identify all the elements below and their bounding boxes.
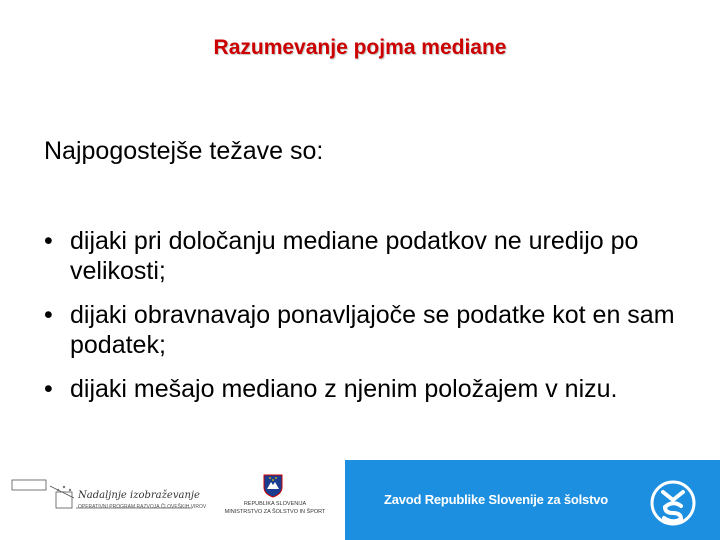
bullet-item-1 xyxy=(44,226,694,286)
slide-subtitle: Najpogostejše težave so: xyxy=(44,137,324,165)
bullet-list xyxy=(44,226,694,418)
footer-band xyxy=(0,460,720,540)
european-social-fund-logo-icon xyxy=(10,478,200,528)
slovenian-coat-of-arms-icon xyxy=(263,474,283,498)
institute-name: Zavod Republike Slovenije za šolstvo xyxy=(384,492,608,507)
bullet-item-3 xyxy=(44,374,694,404)
left-logo-subtext: OPERATIVNI PROGRAM RAZVOJA ČLOVEŠKIH VIROV xyxy=(78,504,207,510)
slide-title: Razumevanje pojma mediane xyxy=(213,36,507,59)
bullet-text: dijaki obravnavajo ponavljajoče se podatke kot en sam podatek; xyxy=(70,301,675,359)
bullet-text: dijaki mešajo mediano z njenim položajem v nizu. xyxy=(70,375,618,403)
footer-logo-area xyxy=(0,460,345,540)
bullet-marker: • xyxy=(44,301,53,329)
left-logo-text: Nadaljnje izobraževanje xyxy=(78,490,200,501)
bullet-marker: • xyxy=(44,375,53,403)
bullet-text: dijaki pri določanju mediane podatkov ne uredijo po velikosti; xyxy=(70,227,639,285)
bullet-item-2 xyxy=(44,300,694,360)
ministry-line-2: MINISTRSTVO ZA ŠOLSTVO IN ŠPORT xyxy=(224,509,326,515)
ministry-text xyxy=(220,500,330,516)
institute-logo-icon xyxy=(648,478,698,528)
ministry-line-1: REPUBLIKA SLOVENIJA xyxy=(243,501,307,507)
bullet-marker: • xyxy=(44,227,53,255)
